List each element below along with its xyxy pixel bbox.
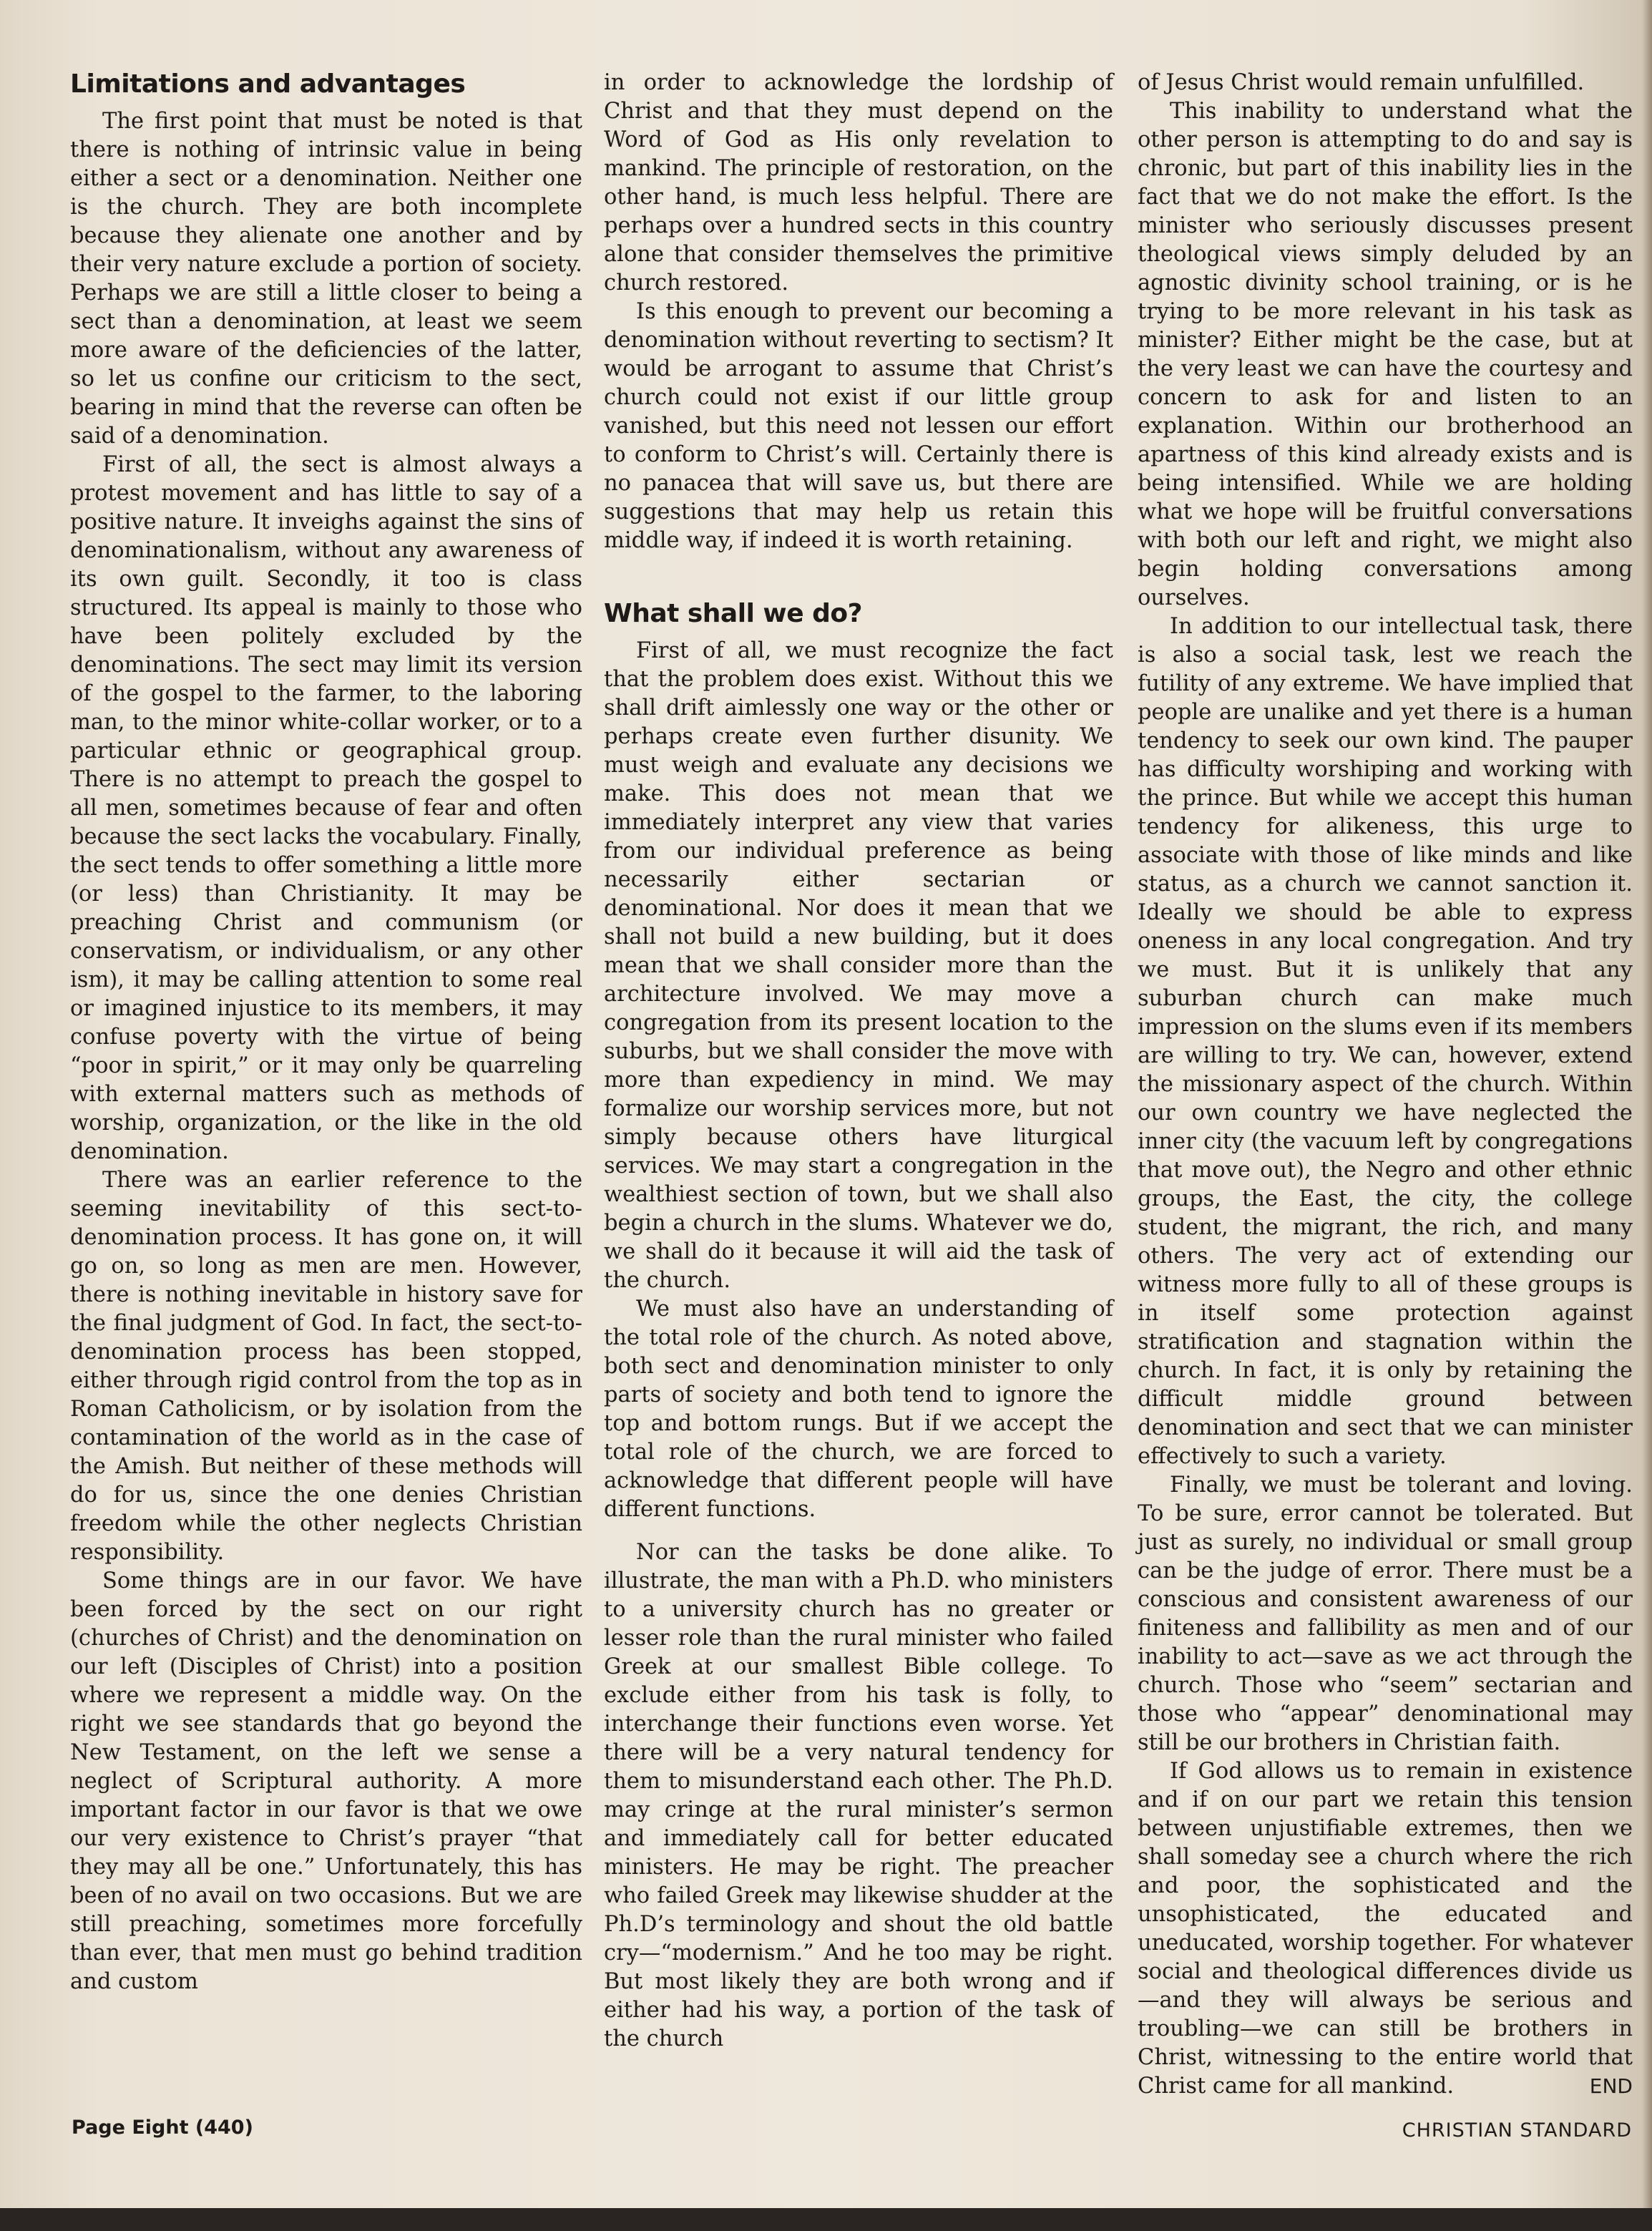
paragraph: Is this enough to prevent our becoming a denomination without reverting to sectism? It would be arrogant to assume that Christ’s church could not exist if our little group vanished, but this need not lessen our effort to conform to Christ’s will. Certainly there is no panacea that will save us, but there are suggestions that may help us retain this middle way, if indeed it is worth retaining. — [604, 299, 1113, 553]
paragraph: The first point that must be noted is that there is nothing of intrinsic value in being either a sect or a denomination. Neither one is the church. They are both incomplete because they alienate one another and by their very nature exclude a portion of society. Perhaps we are still a little closer to being a sect than a denomination, at least we seem more aware of the deficiencies of the latter, so let us confine our criticism to the sect, bearing in mind that the reverse can often be said of a denomination. — [70, 109, 582, 449]
section-heading-what-shall-we-do: What shall we do? — [604, 599, 863, 628]
section-heading-limitations: Limitations and advantages — [70, 69, 466, 99]
paragraph-text: If God allows us to remain in existence and if on our part we retain this tension between unjustifiable extremes, then we shall someday see a church where the rich and poor, the sophisticated and the unsophisticated, the educated and uneducated, worship together. For whatever social and theological differences divide us—and they will always be serious and troubling—we can still be brothers in Christ, witnessing to the entire world that Christ came for all mankind. — [1138, 1759, 1633, 2099]
paragraph: First of all, the sect is almost always a protest movement and has little to say of a positive nature. It inveighs against the sins of denominationalism, without any awareness of its own guilt. Secondly, it too is class structured. Its appeal is mainly to those who have been politely excluded by the denominations. The sect may limit its version of the gospel to the farmer, to the laboring man, to the minor white-collar worker, or to a particular ethnic or geographical group. There is no attempt to preach the gospel to all men, sometimes because of fear and often because the sect lacks the vocabulary. Finally, the sect tends to offer something a little more (or less) than Christianity. It may be preaching Christ and communism (or conservatism, or individualism, or any other ism), it may be calling attention to some real or imagined injustice to its members, it may confuse poverty with the virtue of being “poor in spirit,” or it may only be quarreling with external matters such as methods of worship, organization, or the like in the old denomination. — [70, 452, 582, 1164]
end-mark: END — [1589, 2074, 1633, 2098]
paragraph: There was an earlier reference to the seeming inevitability of this sect-to-denomination process. It has gone on, it will go on, so long as men are men. However, there is nothing inevitable in history save for the final judgment of God. In fact, the sect-to-denomination process has been stopped, either through rigid control from the top as in Roman Catholicism, or by isolation from the contamination of the world as in the case of the Amish. But neither of these methods will do for us, since the one denies Christian freedom while the other neglects Christian responsibility. — [70, 1168, 582, 1565]
paragraph-final — [1138, 1757, 1633, 2101]
scan-bottom-edge — [0, 2208, 1652, 2231]
paragraph: Some things are in our favor. We have been forced by the sect on our right (churches of Christ) and the denomination on our left (Disciples of Christ) into a position where we represent a middle way. On the right we see standards that go beyond the New Testament, on the left we sense a neglect of Scriptural authority. A more important factor in our favor is that we owe our very existence to Christ’s prayer “that they may all be one.” Unfortunately, this has been of no avail on two occasions. But we are still preaching, sometimes more forcefully than ever, that men must go behind tradition and custom — [70, 1568, 582, 1994]
paragraph: This inability to understand what the other person is attempting to do and say is chronic, but part of this inability lies in the fact that we do not make the effort. Is the minister who seriously discusses present theological views simply deluded by an agnostic divinity school training, or is he trying to be more relevant in his task as minister? Either might be the case, but at the very least we can have the courtesy and concern to ask for and listen to an explanation. Within our brotherhood an apartness of this kind already exists and is being intensified. While we are holding what we hope will be fruitful conversations with both our left and right, we might also begin holding conversations among ourselves. — [1138, 99, 1633, 610]
page-edge-shadow — [1642, 0, 1652, 2231]
paragraph: of Jesus Christ would remain unfulfilled. — [1138, 70, 1585, 95]
column-1 — [70, 69, 582, 1996]
column-3 — [1138, 69, 1633, 2101]
column-2 — [604, 69, 1113, 2054]
paragraph: in order to acknowledge the lordship of Christ and that they must depend on the Word of God as His only revelation to mankind. The principle of restoration, on the other hand, is much less helpful. There are perhaps over a hundred sects in this country alone that consider themselves the primitive church restored. — [604, 70, 1113, 296]
publication-name: CHRISTIAN STANDARD — [1402, 2119, 1632, 2142]
paragraph: Nor can the tasks be done alike. To illustrate, the man with a Ph.D. who ministers to a university church has no greater or lesser role than the rural minister who failed Greek at our smallest Bible college. To exclude either from his task is folly, to interchange their functions even worse. Yet there will be a very natural tendency for them to misunderstand each other. The Ph.D. may cringe at the rural minister’s sermon and immediately call for better educated ministers. He may be right. The preacher who failed Greek may likewise shudder at the Ph.D’s terminology and shout the old battle cry—“modernism.” And he too may be right. But most likely they are both wrong and if either had his way, a portion of the task of the church — [604, 1540, 1113, 2051]
paragraph: Finally, we must be tolerant and loving. To be sure, error cannot be tolerated. But just as surely, no individual or small group can be the judge of error. There must be a conscious and consistent awareness of our finiteness and fallibility as men and of our inability to act—save as we act through the church. Those who “seem” sectarian and those who “appear” denominational may still be our brothers in Christian faith. — [1138, 1473, 1633, 1755]
page-number-label: Page Eight (440) — [72, 2117, 253, 2139]
paragraph: In addition to our intellectual task, there is also a social task, lest we reach the futility of any extreme. We have implied that people are unalike and yet there is a human tendency to seek our own kind. The pauper has difficulty worshiping and working with the prince. But while we accept this human tendency for alikeness, this urge to associate with those of like minds and like status, as a church we cannot sanction it. Ideally we should be able to express oneness in any local congregation. And try we must. But it is unlikely that any suburban church can make much impression on the slums even if its members are willing to try. We can, however, extend the missionary aspect of the church. Within our own country we have neglected the inner city (the vacuum left by congregations that move out), the Negro and other ethnic groups, the East, the city, the college student, the migrant, the rich, and many others. The very act of extending our witness more fully to all of these groups is in itself some protection against stratification and stagnation within the church. In fact, it is only by retaining the difficult middle ground between denomination and sect that we can minister effectively to such a variety. — [1138, 614, 1633, 1469]
paragraph: We must also have an understanding of the total role of the church. As noted above, both sect and denomination minister to only parts of society and both tend to ignore the top and bottom rungs. But if we accept the total role of the church, we are forced to acknowledge that different people will have different functions. — [604, 1297, 1113, 1522]
paragraph: First of all, we must recognize the fact that the problem does exist. Without this we shall drift aimlessly one way or the other or perhaps create even further disunity. We must weigh and evaluate any decisions we make. This does not mean that we immediately interpret any view that varies from our individual preference as being necessarily either sectarian or denominational. Nor does it mean that we shall not build a new building, but it does mean that we shall consider more than the architecture involved. We may move a congregation from its present location to the suburbs, but we shall consider the move with more than expediency in mind. We may formalize our worship services more, but not simply because others have liturgical services. We may start a congregation in the wealthiest section of town, but we shall also begin a church in the slums. Whatever we do, we shall do it because it will aid the task of the church. — [604, 638, 1113, 1293]
